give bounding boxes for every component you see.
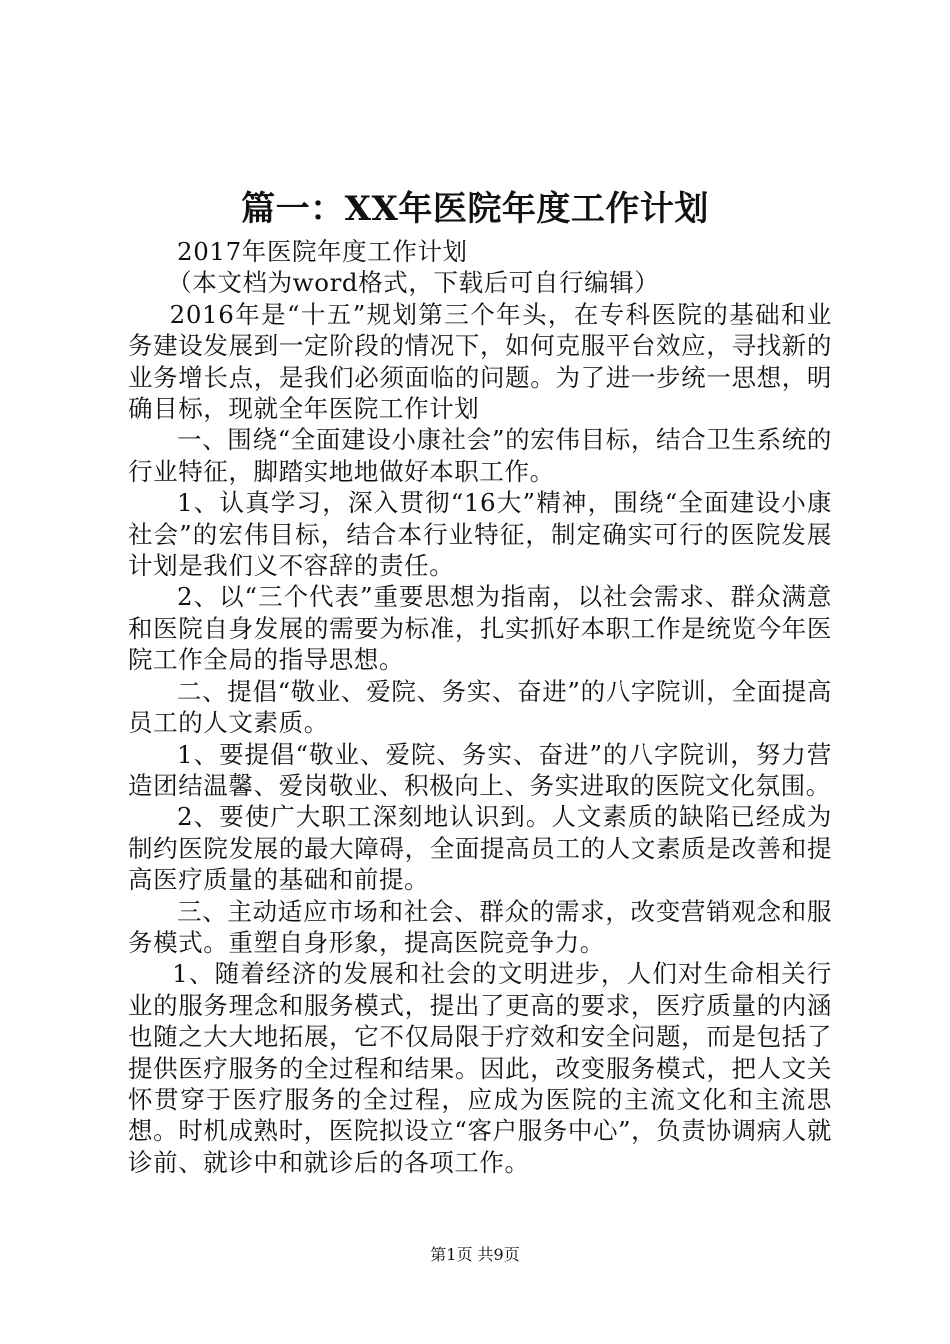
paragraph: 2、以“三个代表”重要思想为指南，以社会需求、群众满意和医院自身发展的需要为标准，扎实抓好本职工作是统览今年医院工作全局的指导思想。 xyxy=(128,582,832,675)
paragraph: （本文档为word格式，下载后可自行编辑） xyxy=(167,268,660,298)
paragraph: 1、认真学习，深入贯彻“16大”精神，围绕“全面建设小康社会”的宏伟目标，结合本行业特征，制定确实可行的医院发展计划是我们义不容辞的责任。 xyxy=(128,488,832,581)
paragraph: 2、要使广大职工深刻地认识到。人文素质的缺陷已经成为制约医院发展的最大障碍，全面提高员工的人文素质是改善和提高医疗质量的基础和前提。 xyxy=(128,802,832,895)
paragraph: 1、要提倡“敬业、爱院、务实、奋进”的八字院训，努力营造团结温馨、爱岗敬业、积极向上、务实进取的医院文化氛围。 xyxy=(128,739,832,800)
paragraph: 1、随着经济的发展和社会的文明进步，人们对生命相关行业的服务理念和服务模式，提出了更高的要求，医疗质量的内涵也随之大大地拓展，它不仅局限于疗效和安全问题，而是包括了提供医疗服务的全过程和结果。因此，改变服务模式，把人文关怀贯穿于医疗服务的全过程，应成为医院的主流文化和主流思想。时机成熟时，医院拟设立“客户服务中心”，负责协调病人就诊前、就诊中和就诊后的各项工作。 xyxy=(128,959,832,1177)
paragraph: 三、主动适应市场和社会、群众的需求，改变营销观念和服务模式。重塑自身形象，提高医院竞争力。 xyxy=(128,896,832,957)
page-footer: 第1页 共9页 xyxy=(430,1245,520,1264)
paragraph: 二、提倡“敬业、爱院、务实、奋进”的八字院训，全面提高员工的人文素质。 xyxy=(128,676,832,738)
paragraph: 2016年是“十五”规划第三个年头，在专科医院的基础和业务建设发展到一定阶段的情况下，如何克服平台效应，寻找新的业务增长点，是我们必须面临的问题。为了进一步统一思想，明确目标，现就全年医院工作计划 xyxy=(128,299,832,424)
paragraph: 一、围绕“全面建设小康社会”的宏伟目标，结合卫生系统的行业特征，脚踏实地地做好本职工作。 xyxy=(128,425,832,486)
document-body xyxy=(128,236,832,1178)
document-title: 篇一：XX年医院年度工作计划 xyxy=(241,189,709,229)
paragraph: 2017年医院年度工作计划 xyxy=(177,237,468,266)
